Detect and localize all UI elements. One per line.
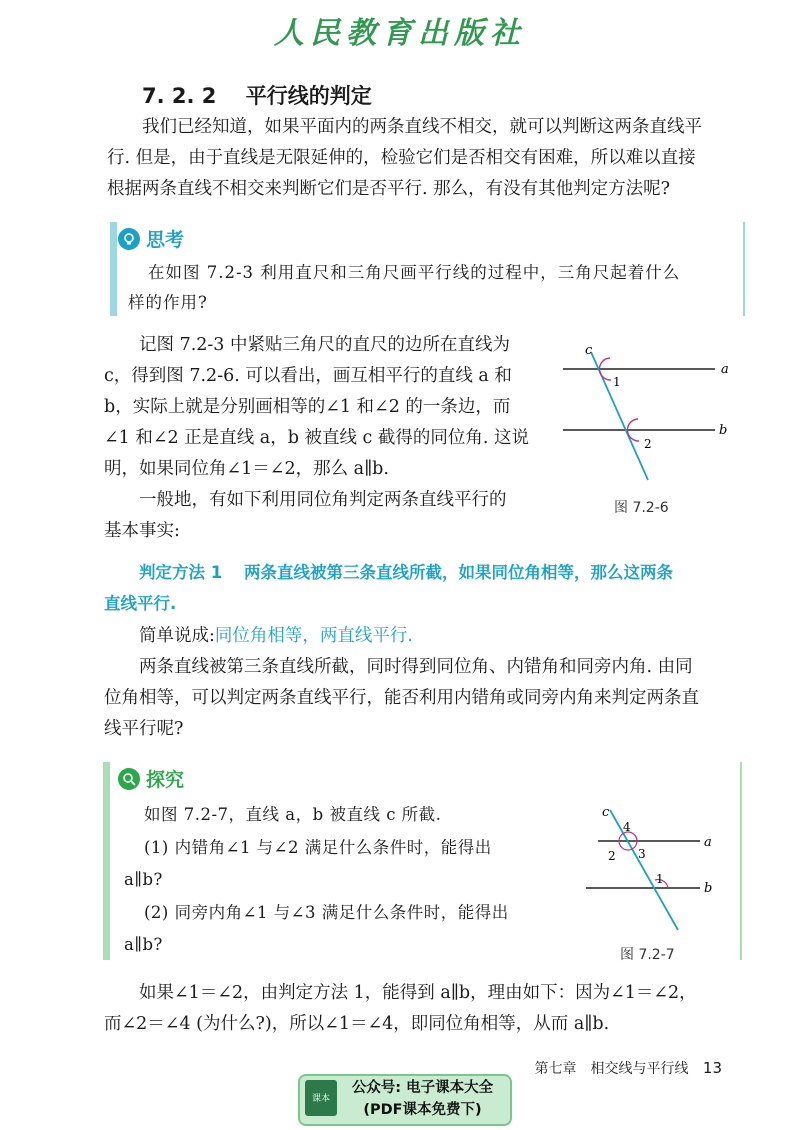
banner-line-1: 公众号: 电子课本大全 bbox=[351, 1080, 494, 1096]
record-line: c，得到图 7.2-6. 可以看出，画互相平行的直线 a 和 bbox=[104, 366, 512, 386]
short-form-text: 同位角相等，两直线平行. bbox=[214, 626, 413, 646]
record-line: 记图 7.2-3 中紧贴三角尺的直尺的边所在直线为 bbox=[139, 335, 511, 355]
intro-line: 根据两条直线不相交来判断它们是否平行. 那么，有没有其他判定方法呢? bbox=[107, 179, 671, 199]
think-heading bbox=[118, 225, 184, 252]
label-c: c bbox=[585, 343, 593, 358]
label-b: b bbox=[719, 423, 728, 438]
explore-icon bbox=[118, 768, 140, 790]
label-angle-1: 1 bbox=[613, 375, 621, 389]
intro-line: 我们已经知道，如果平面内的两条直线不相交，就可以判断这两条直线平 bbox=[142, 117, 702, 137]
explore-line: (1) 内错角∠1 与∠2 满足什么条件时，能得出 bbox=[144, 837, 492, 857]
label-angle-3: 3 bbox=[638, 847, 646, 861]
proof-paragraph bbox=[104, 978, 744, 1040]
think-title: 思考 bbox=[146, 229, 185, 251]
question-line: 两条直线被第三条直线所截，同时得到同位角、内错角和同旁内角. 由同 bbox=[139, 657, 693, 677]
figure-7-2-6 bbox=[555, 340, 745, 490]
think-line: 在如图 7.2-3 利用直尺和三角尺画平行线的过程中，三角尺起着什么 bbox=[148, 263, 681, 282]
figure-7-2-7 bbox=[578, 800, 738, 940]
question-line: 线平行呢? bbox=[104, 719, 184, 739]
record-line: 一般地，有如下利用同位角判定两条直线平行的 bbox=[139, 490, 507, 510]
record-line: ∠1 和∠2 正是直线 a，b 被直线 c 截得的同位角. 这说 bbox=[104, 428, 530, 448]
record-line: 明，如果同位角∠1＝∠2，那么 a∥b. bbox=[104, 459, 389, 479]
explore-line: a∥b? bbox=[124, 870, 163, 889]
question-paragraph bbox=[104, 652, 744, 745]
think-line: 样的作用? bbox=[128, 293, 208, 312]
label-angle-2: 2 bbox=[608, 849, 616, 863]
explore-line: a∥b? bbox=[124, 935, 163, 954]
section-title bbox=[142, 80, 372, 110]
publisher-logo: 人民教育出版社 bbox=[274, 16, 526, 51]
label-c: c bbox=[602, 805, 610, 820]
label-a: a bbox=[721, 362, 729, 377]
page-number: 13 bbox=[702, 1059, 722, 1077]
intro-line: 行. 但是，由于直线是无限延伸的，检验它们是否相交有困难，所以难以直接 bbox=[107, 148, 696, 168]
method-1-text: 两条直线被第三条直线所截，如果同位角相等，那么这两条 bbox=[243, 563, 673, 582]
explore-line: 如图 7.2-7，直线 a，b 被直线 c 所截. bbox=[144, 805, 442, 824]
explore-body bbox=[124, 799, 574, 962]
section-heading: 平行线的判定 bbox=[245, 84, 372, 108]
proof-line: 如果∠1＝∠2，由判定方法 1，能得到 a∥b，理由如下：因为∠1＝∠2， bbox=[139, 983, 697, 1003]
record-line: b，实际上就是分别画相等的∠1 和∠2 的一条边，而 bbox=[104, 397, 511, 417]
book-icon bbox=[305, 1080, 337, 1116]
short-form-prefix: 简单说成: bbox=[139, 626, 215, 646]
method-1-label: 判定方法 1 bbox=[139, 563, 223, 582]
intro-paragraph bbox=[107, 112, 742, 205]
record-paragraph bbox=[104, 330, 564, 547]
label-angle-4: 4 bbox=[623, 820, 631, 834]
lightbulb-icon bbox=[118, 228, 140, 250]
question-line: 位角相等，可以判定两条直线平行，能否利用内错角或同旁内角来判定两条直 bbox=[104, 688, 699, 708]
explore-heading bbox=[118, 765, 184, 792]
record-line: 基本事实: bbox=[104, 521, 180, 541]
method-1 bbox=[104, 557, 744, 619]
label-b: b bbox=[704, 881, 713, 896]
explore-line: (2) 同旁内角∠1 与∠3 满足什么条件时，能得出 bbox=[144, 902, 509, 922]
think-body bbox=[128, 258, 718, 318]
label-a: a bbox=[704, 835, 712, 850]
label-angle-2: 2 bbox=[644, 437, 652, 451]
section-number: 7. 2. 2 bbox=[142, 84, 217, 108]
explore-title: 探究 bbox=[146, 769, 185, 791]
page-footer bbox=[534, 1058, 722, 1078]
banner-line-2: (PDF课本免费下) bbox=[363, 1102, 482, 1118]
proof-line: 而∠2＝∠4 (为什么?)，所以∠1＝∠4，即同位角相等，从而 a∥b. bbox=[104, 1014, 610, 1034]
method-1-text-2: 直线平行. bbox=[104, 594, 177, 613]
book-label: 课本 bbox=[311, 1094, 330, 1104]
line-c bbox=[610, 810, 678, 930]
chapter-label: 第七章 相交线与平行线 bbox=[534, 1061, 689, 1077]
figure-7-2-6-caption: 图 7.2-6 bbox=[614, 500, 669, 516]
short-form bbox=[139, 621, 413, 652]
label-angle-1: 1 bbox=[656, 872, 664, 886]
figure-7-2-7-caption: 图 7.2-7 bbox=[620, 947, 675, 963]
